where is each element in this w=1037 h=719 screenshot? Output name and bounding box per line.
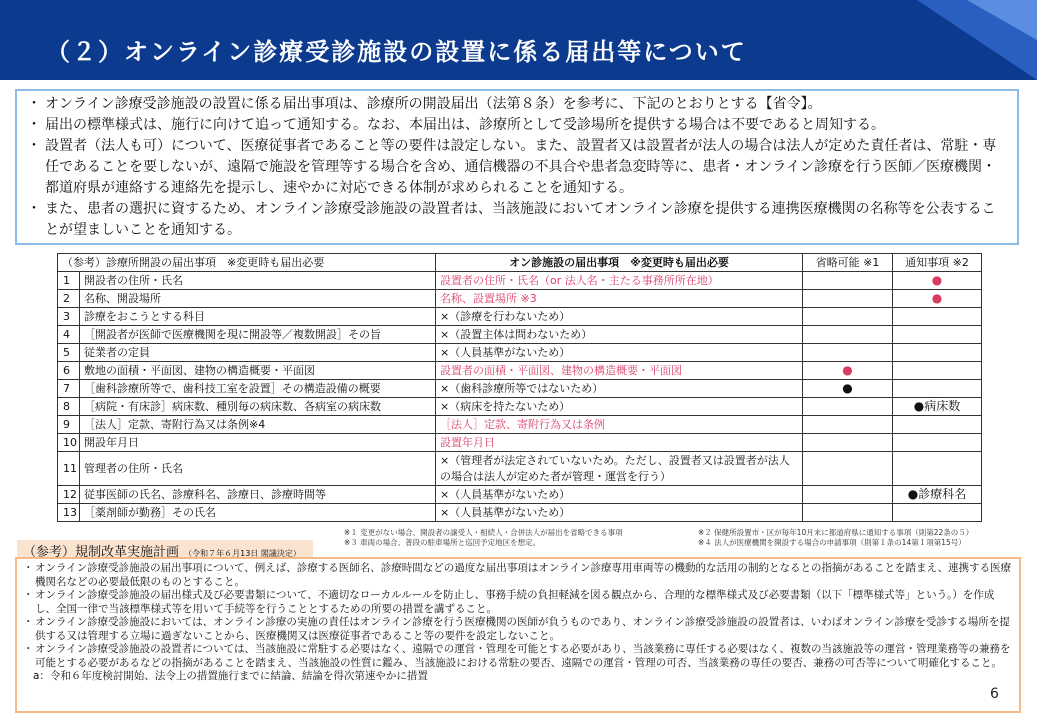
- title-banner: [0, 0, 1037, 80]
- omittable-cell: [803, 504, 893, 522]
- reference-item-cell: [80, 272, 436, 290]
- reference-footnote: a：令和６年度検討開始、法令上の措置施行までに結論、結論を得次第速やかに措置: [33, 670, 428, 682]
- notice-cell: [893, 486, 982, 504]
- reference-item-text: ［薬剤師が勤務］その氏名: [84, 505, 216, 519]
- facility-item-text: ×（歯科診療所等ではないため）: [440, 381, 604, 395]
- facility-item-cell: [436, 504, 803, 522]
- row-number: [58, 504, 80, 522]
- table-row: [58, 416, 982, 434]
- facility-item-cell: [436, 416, 803, 434]
- reference-item: ・ オンライン診療受診施設においては、オンライン診療の実施の責任はオンライン診療を行う医療機関の医師が負うものであり、オンライン診療受診施設の設置者は、いわばオンライン診療を受診する場所を提供する又は管理する立場に過ぎないことから、医療機関又は医療従事者であること等の要件を設定しないこと。: [25, 616, 1013, 643]
- row-number: [58, 290, 80, 308]
- omittable-mark: ●: [842, 363, 853, 377]
- reference-item: ・ オンライン診療受診施設の設置者については、当該施設に常駐する必要はなく、遠隔での運営・管理を可能とする必要があり、当該業務に専任する必要はなく、複数の当該施設等の運営・管理業務等の兼務を可能とする必要があるなどの指摘があることを踏まえ、当該施設の性質に鑑み、当該施設における常駐の要否、遠隔での運営・管理の可否、当該業務の専任の要否、兼務の可否等について明確化すること。: [25, 643, 1013, 670]
- table-row: [58, 380, 982, 398]
- omittable-cell: [803, 362, 893, 380]
- facility-item-text: 設置者の面積・平面図、建物の構造概要・平面図: [440, 363, 682, 377]
- reference-item-text: ［開設者が医師で医療機関を現に開設等／複数開設］その旨: [84, 327, 381, 341]
- table-header-row: [58, 254, 982, 272]
- summary-bullet: ・ また、患者の選択に資するため、オンライン診療受診施設の設置者は、当該施設においてオンライン診療を提供する連携医療機関の名称等を公表することが望ましいことを通知する。: [27, 199, 1009, 241]
- facility-item-cell: [436, 434, 803, 452]
- row-number: [58, 416, 80, 434]
- row-number-text: 10: [63, 435, 77, 449]
- reference-item-text: ［法人］定款、寄附行為又は条例: [84, 417, 249, 431]
- summary-bullet: ・ オンライン診療受診施設の設置に係る届出事項は、診療所の開設届出（法第８条）を参考に、下記のとおりとする【省令】。: [27, 94, 1009, 115]
- omittable-cell: [803, 326, 893, 344]
- header-notice-items: 通知事項 ※2: [893, 254, 982, 272]
- reference-item-text: 従業者の定員: [84, 345, 150, 359]
- row-number: [58, 308, 80, 326]
- facility-item-cell: [436, 380, 803, 398]
- table-row: [58, 272, 982, 290]
- omittable-cell: [803, 486, 893, 504]
- table-row: [58, 398, 982, 416]
- row-number-text: 2: [63, 291, 70, 305]
- reference-item-cell: [80, 486, 436, 504]
- table-notes: [344, 528, 1034, 548]
- reference-item-cell: [80, 504, 436, 522]
- table-row: [58, 486, 982, 504]
- row-number: [58, 452, 80, 486]
- facility-item-text: 設置者の住所・氏名（or 法人名・主たる事務所所在地）: [440, 273, 719, 287]
- row-number: [58, 486, 80, 504]
- reference-label-date: （令和７年６月13日 閣議決定）: [184, 549, 301, 558]
- omittable-mark: ●: [842, 381, 853, 395]
- row-number: [58, 362, 80, 380]
- notice-mark: ●診療科名: [907, 487, 967, 501]
- reference-box: [15, 557, 1021, 713]
- note-3: ※３ 車両の場合、普段の駐車場所と巡回予定地区を想定。: [344, 538, 541, 547]
- banner-decoration-light: [967, 0, 1037, 40]
- summary-list: [27, 94, 1009, 241]
- notice-cell: [893, 290, 982, 308]
- omittable-cell: [803, 308, 893, 326]
- facility-item-text: ×（人員基準がないため）: [440, 505, 571, 519]
- notice-mark: ●病床数: [913, 399, 961, 413]
- facility-item-cell: [436, 344, 803, 362]
- table-row: [58, 344, 982, 362]
- reference-item-text: 従事医師の氏名、診療科名、診療日、診療時間等: [84, 487, 326, 501]
- row-number: [58, 398, 80, 416]
- facility-item-text: ×（人員基準がないため）: [440, 487, 571, 501]
- notice-cell: [893, 344, 982, 362]
- omittable-cell: [803, 380, 893, 398]
- notice-cell: [893, 434, 982, 452]
- row-number: [58, 380, 80, 398]
- notice-cell: [893, 380, 982, 398]
- row-number-text: 1: [63, 273, 70, 287]
- row-number-text: 9: [63, 417, 70, 431]
- table-row: [58, 434, 982, 452]
- reference-item-text: 管理者の住所・氏名: [84, 461, 183, 475]
- notice-cell: [893, 326, 982, 344]
- reference-item-note: ※4: [249, 417, 266, 431]
- reference-item-cell: [80, 434, 436, 452]
- reference-item-text: ［歯科診療所等で、歯科技工室を設置］その構造設備の概要: [84, 381, 381, 395]
- note-2: ※２ 保健所設置市・区が毎年10月末に都道府県に通知する事項（則第22条の５）: [698, 528, 974, 537]
- row-number-text: 3: [63, 309, 70, 323]
- table-row: [58, 290, 982, 308]
- reference-label: [17, 540, 313, 558]
- row-number-text: 4: [63, 327, 70, 341]
- facility-item-text: 設置年月日: [440, 435, 495, 449]
- omittable-cell: [803, 452, 893, 486]
- facility-item-cell: [436, 452, 803, 486]
- reference-item-text: 診療をおこうとする科目: [84, 309, 205, 323]
- facility-item-cell: [436, 272, 803, 290]
- notice-cell: [893, 416, 982, 434]
- reference-item-text: 開設者の住所・氏名: [84, 273, 183, 287]
- notice-cell: [893, 452, 982, 486]
- notice-cell: [893, 362, 982, 380]
- row-number-text: 8: [63, 399, 70, 413]
- row-number-text: 13: [63, 505, 77, 519]
- omittable-cell: [803, 290, 893, 308]
- page-number: 6: [990, 686, 999, 702]
- facility-item-text: ［法人］定款、寄附行為又は条例: [440, 417, 605, 431]
- header-omittable: 省略可能 ※1: [803, 254, 893, 272]
- omittable-cell: [803, 272, 893, 290]
- table-row: [58, 504, 982, 522]
- omittable-cell: [803, 398, 893, 416]
- reference-item-cell: [80, 452, 436, 486]
- row-number-text: 12: [63, 487, 77, 501]
- row-number: [58, 272, 80, 290]
- facility-item-text: ×（診療を行わないため）: [440, 309, 571, 323]
- omittable-cell: [803, 344, 893, 362]
- row-number: [58, 434, 80, 452]
- reference-item-cell: [80, 380, 436, 398]
- row-number: [58, 344, 80, 362]
- table-row: [58, 308, 982, 326]
- omittable-cell: [803, 416, 893, 434]
- row-number-text: 7: [63, 381, 70, 395]
- page-title: （２）オンライン診療受診施設の設置に係る届出等について: [46, 38, 747, 66]
- header-reference-items: （参考）診療所開設の届出事項 ※変更時も届出必要: [58, 254, 436, 272]
- reference-item-cell: [80, 398, 436, 416]
- facility-item-text: ×（人員基準がないため）: [440, 345, 571, 359]
- reference-item-cell: [80, 290, 436, 308]
- reference-item-cell: [80, 416, 436, 434]
- notice-cell: [893, 504, 982, 522]
- reference-item-cell: [80, 362, 436, 380]
- facility-item-cell: [436, 308, 803, 326]
- note-1: ※１ 変更がない場合、開設者の譲受人・相続人・合併法人が届出を省略できる事項: [344, 528, 623, 537]
- row-number-text: 5: [63, 345, 70, 359]
- facility-item-text: ×（管理者が法定されていないため。ただし、設置者又は設置者が法人の場合は法人が定めた者が管理・運営を行う）: [440, 453, 790, 483]
- row-number: [58, 326, 80, 344]
- reference-item-text: ［病院・有床診］病床数、種別毎の病床数、各病室の病床数: [84, 399, 381, 413]
- filing-items-table: [57, 253, 982, 522]
- reference-list: [25, 562, 1013, 670]
- facility-item-cell: [436, 362, 803, 380]
- facility-item-text: ×（病床を持たないため）: [440, 399, 571, 413]
- reference-item-cell: [80, 344, 436, 362]
- summary-bullet: ・ 設置者（法人も可）について、医療従事者であること等の要件は設定しない。また、設置者又は設置者が法人の場合は法人が定めた責任者は、常駐・専任であることを要しないが、遠隔で施設を管理等する場合を含め、通信機器の不具合や患者急変時等に、患者・オンライン診療を行う医師／医療機関・都道府県が連絡する連絡先を提示し、速やかに対応できる体制が求められることを通知する。: [27, 136, 1009, 199]
- table-row: [58, 362, 982, 380]
- table-body: [58, 272, 982, 522]
- table-row: [58, 326, 982, 344]
- summary-bullet: ・ 届出の標準様式は、施行に向けて追って通知する。なお、本届出は、診療所として受診場所を提供する場合は不要であると周知する。: [27, 115, 1009, 136]
- facility-item-cell: [436, 326, 803, 344]
- facility-item-note: ※3: [520, 291, 537, 305]
- reference-item-text: 開設年月日: [84, 435, 139, 449]
- notice-mark: ●: [931, 273, 943, 287]
- reference-item: ・ オンライン診療受診施設の届出様式及び必要書類について、不適切なローカルルールを防止し、事務手続の負担軽減を図る観点から、合理的な標準様式及び必要書類（以下「標準様式等」という。）を作成し、全国一律で当該標準様式等を用いて手続等を行うこととするための所要の措置を講ずること。: [25, 589, 1013, 616]
- row-number-text: 6: [63, 363, 70, 377]
- reference-item-cell: [80, 326, 436, 344]
- notice-cell: [893, 398, 982, 416]
- notice-mark: ●: [931, 291, 943, 305]
- table-row: [58, 452, 982, 486]
- facility-item-text: ×（設置主体は問わないため）: [440, 327, 593, 341]
- reference-item-text: 名称、開設場所: [84, 291, 161, 305]
- reference-item-text: 敷地の面積・平面図、建物の構造概要・平面図: [84, 363, 315, 377]
- reference-item-cell: [80, 308, 436, 326]
- facility-item-text: 名称、設置場所: [440, 291, 517, 305]
- facility-item-cell: [436, 290, 803, 308]
- reference-item: ・ オンライン診療受診施設の届出事項について、例えば、診療する医師名、診療時間などの過度な届出事項はオンライン診療専用車両等の機動的な活用の制約となるとの指摘があることを踏まえ、連携する医療機関名などの必要最低限のものとすること。: [25, 562, 1013, 589]
- row-number-text: 11: [63, 461, 77, 475]
- omittable-cell: [803, 434, 893, 452]
- summary-box: [15, 89, 1019, 245]
- notice-cell: [893, 308, 982, 326]
- facility-item-cell: [436, 486, 803, 504]
- facility-item-cell: [436, 398, 803, 416]
- note-4: ※４ 法人が医療機関を開設する場合の申請事項（則第１条の14第１項第15号）: [698, 538, 966, 547]
- notice-cell: [893, 272, 982, 290]
- reference-label-title: （参考）規制改革実施計画: [23, 545, 180, 560]
- header-facility-items: オン診施設の届出事項 ※変更時も届出必要: [436, 254, 803, 272]
